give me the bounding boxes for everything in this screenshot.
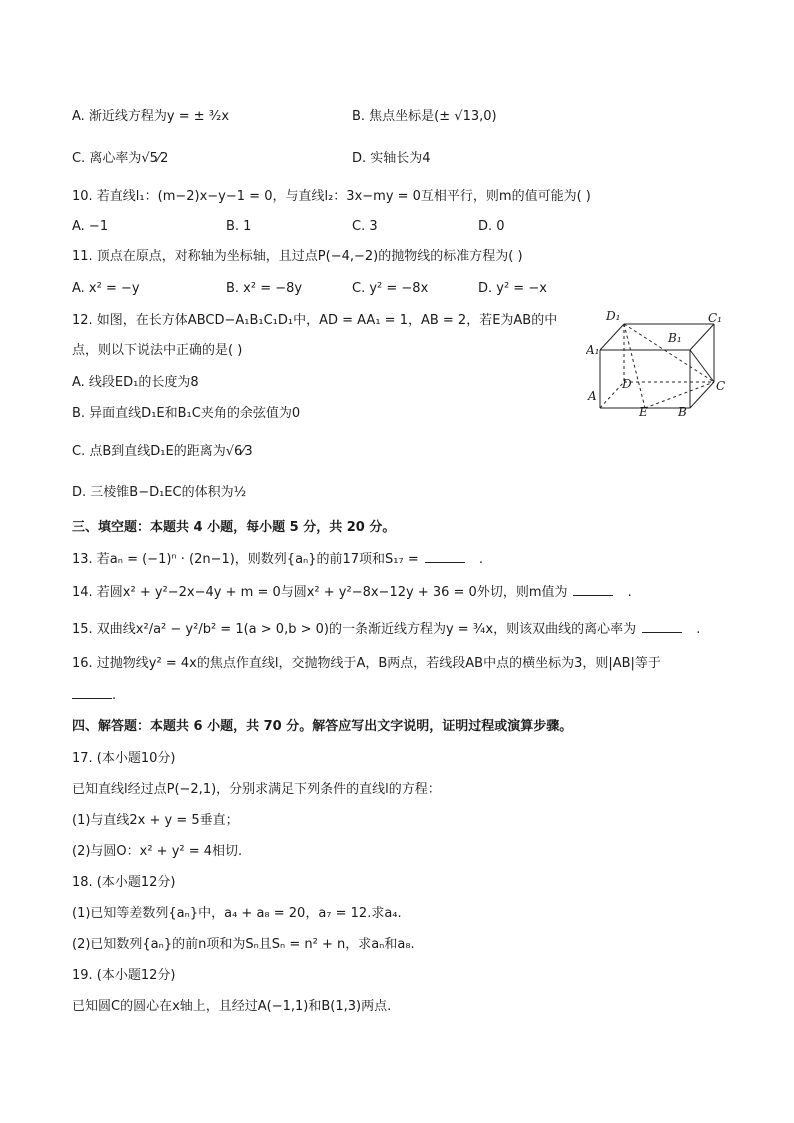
q9-option-b: B. 焦点坐标是(± √13,0) (352, 109, 497, 124)
cuboid-figure (586, 308, 726, 420)
q15-dot: . (696, 622, 701, 637)
edge-b-c (690, 382, 714, 408)
q10-option-d: D. 0 (478, 219, 505, 234)
q14-dot: . (627, 585, 632, 600)
q16-answer-row (72, 686, 116, 705)
q11-option-b: B. x² = −8y (226, 281, 303, 296)
segment-b1-c (690, 350, 714, 382)
segment-d1-e (624, 324, 645, 408)
section-3-heading: 三、填空题：本题共 4 小题，每小题 5 分，共 20 分。 (72, 520, 396, 535)
q17-part2: (2)与圆O：x² + y² = 4相切. (72, 844, 243, 859)
label-a: A (588, 389, 597, 403)
label-c1: C₁ (708, 311, 722, 325)
q11-stem: 11. 顶点在原点，对称轴为坐标轴，且过点P(−4,−2)的抛物线的标准方程为( ) (72, 249, 523, 264)
edge-d1-a1 (600, 324, 624, 350)
q16-answer-blank[interactable] (72, 686, 112, 699)
q16-dot: . (112, 688, 117, 703)
q10-option-c: C. 3 (352, 219, 378, 234)
q14-stem (72, 583, 632, 602)
q13-stem (72, 550, 483, 569)
q12-stem-line2: 点，则以下说法中正确的是( ) (72, 343, 243, 358)
label-e: E (639, 405, 648, 419)
q9-option-c: C. 离心率为√5⁄2 (72, 151, 169, 166)
q10-stem: 10. 若直线l₁：(m−2)x−y−1 = 0，与直线l₂：3x−my = 0互相平行，则m的值可能为( ) (72, 189, 591, 204)
edge-a-d (600, 382, 624, 408)
q12-option-d: D. 三棱锥B−D₁EC的体积为½ (72, 485, 247, 500)
q13-dot: . (478, 552, 484, 567)
q19-stem: 已知圆C的圆心在x轴上，且经过A(−1,1)和B(1,3)两点. (72, 999, 392, 1014)
q17-stem: 已知直线l经过点P(−2,1)，分别求满足下列条件的直线l的方程： (72, 782, 441, 797)
label-b: B (678, 405, 687, 419)
label-c: C (716, 379, 726, 393)
q18-part1: (1)已知等差数列{aₙ}中，a₄ + a₈ = 20，a₇ = 12.求a₄. (72, 906, 402, 921)
q10-option-a: A. −1 (72, 219, 109, 234)
q13-answer-blank[interactable] (425, 550, 465, 563)
q9-option-a: A. 渐近线方程为y = ± ³⁄₂x (72, 109, 230, 124)
label-d: D (622, 377, 632, 391)
label-b1: B₁ (668, 331, 682, 345)
q13-text: 13. 若aₙ = (−1)ⁿ · (2n−1)，则数列{aₙ}的前17项和S₁₇ = (72, 552, 419, 567)
q11-option-a: A. x² = −y (72, 281, 140, 296)
q17-heading: 17. (本小题10分) (72, 751, 176, 766)
q10-option-b: B. 1 (226, 219, 252, 234)
q12-option-a: A. 线段ED₁的长度为8 (72, 375, 199, 390)
q18-heading: 18. (本小题12分) (72, 875, 176, 890)
q12-option-c: C. 点B到直线D₁E的距离为√6⁄3 (72, 444, 253, 459)
q18-part2: (2)已知数列{aₙ}的前n项和为Sₙ且Sₙ = n² + n，求aₙ和a₈. (72, 937, 415, 952)
q15-text: 15. 双曲线x²/a² − y²/b² = 1(a > 0,b > 0)的一条渐近线方程为y = ¾x，则该双曲线的离心率为 (72, 622, 637, 637)
label-a1: A₁ (586, 343, 600, 357)
q11-option-c: C. y² = −8x (352, 281, 429, 296)
q14-answer-blank[interactable] (573, 583, 613, 596)
q17-part1: (1)与直线2x + y = 5垂直； (72, 813, 239, 828)
q11-option-d: D. y² = −x (478, 281, 547, 296)
q15-stem (72, 620, 700, 639)
q19-heading: 19. (本小题12分) (72, 968, 176, 983)
q15-answer-blank[interactable] (642, 620, 682, 633)
q12-stem-line1: 12. 如图，在长方体ABCD−A₁B₁C₁D₁中，AD = AA₁ = 1，AB = 2，若E为AB的中 (72, 313, 558, 328)
label-d1: D₁ (606, 309, 621, 323)
q14-text: 14. 若圆x² + y²−2x−4y + m = 0与圆x² + y²−8x−12y + 36 = 0外切，则m值为 (72, 585, 568, 600)
edge-c1-b1 (690, 324, 714, 350)
q9-option-d: D. 实轴长为4 (352, 151, 431, 166)
section-4-heading: 四、解答题：本题共 6 小题，共 70 分。解答应写出文字说明，证明过程或演算步骤。 (72, 719, 573, 734)
q16-stem: 16. 过抛物线y² = 4x的焦点作直线l，交抛物线于A，B两点，若线段AB中点的横坐标为3，则|AB|等于 (72, 656, 661, 671)
q12-option-b: B. 异面直线D₁E和B₁C夹角的余弦值为0 (72, 406, 301, 421)
